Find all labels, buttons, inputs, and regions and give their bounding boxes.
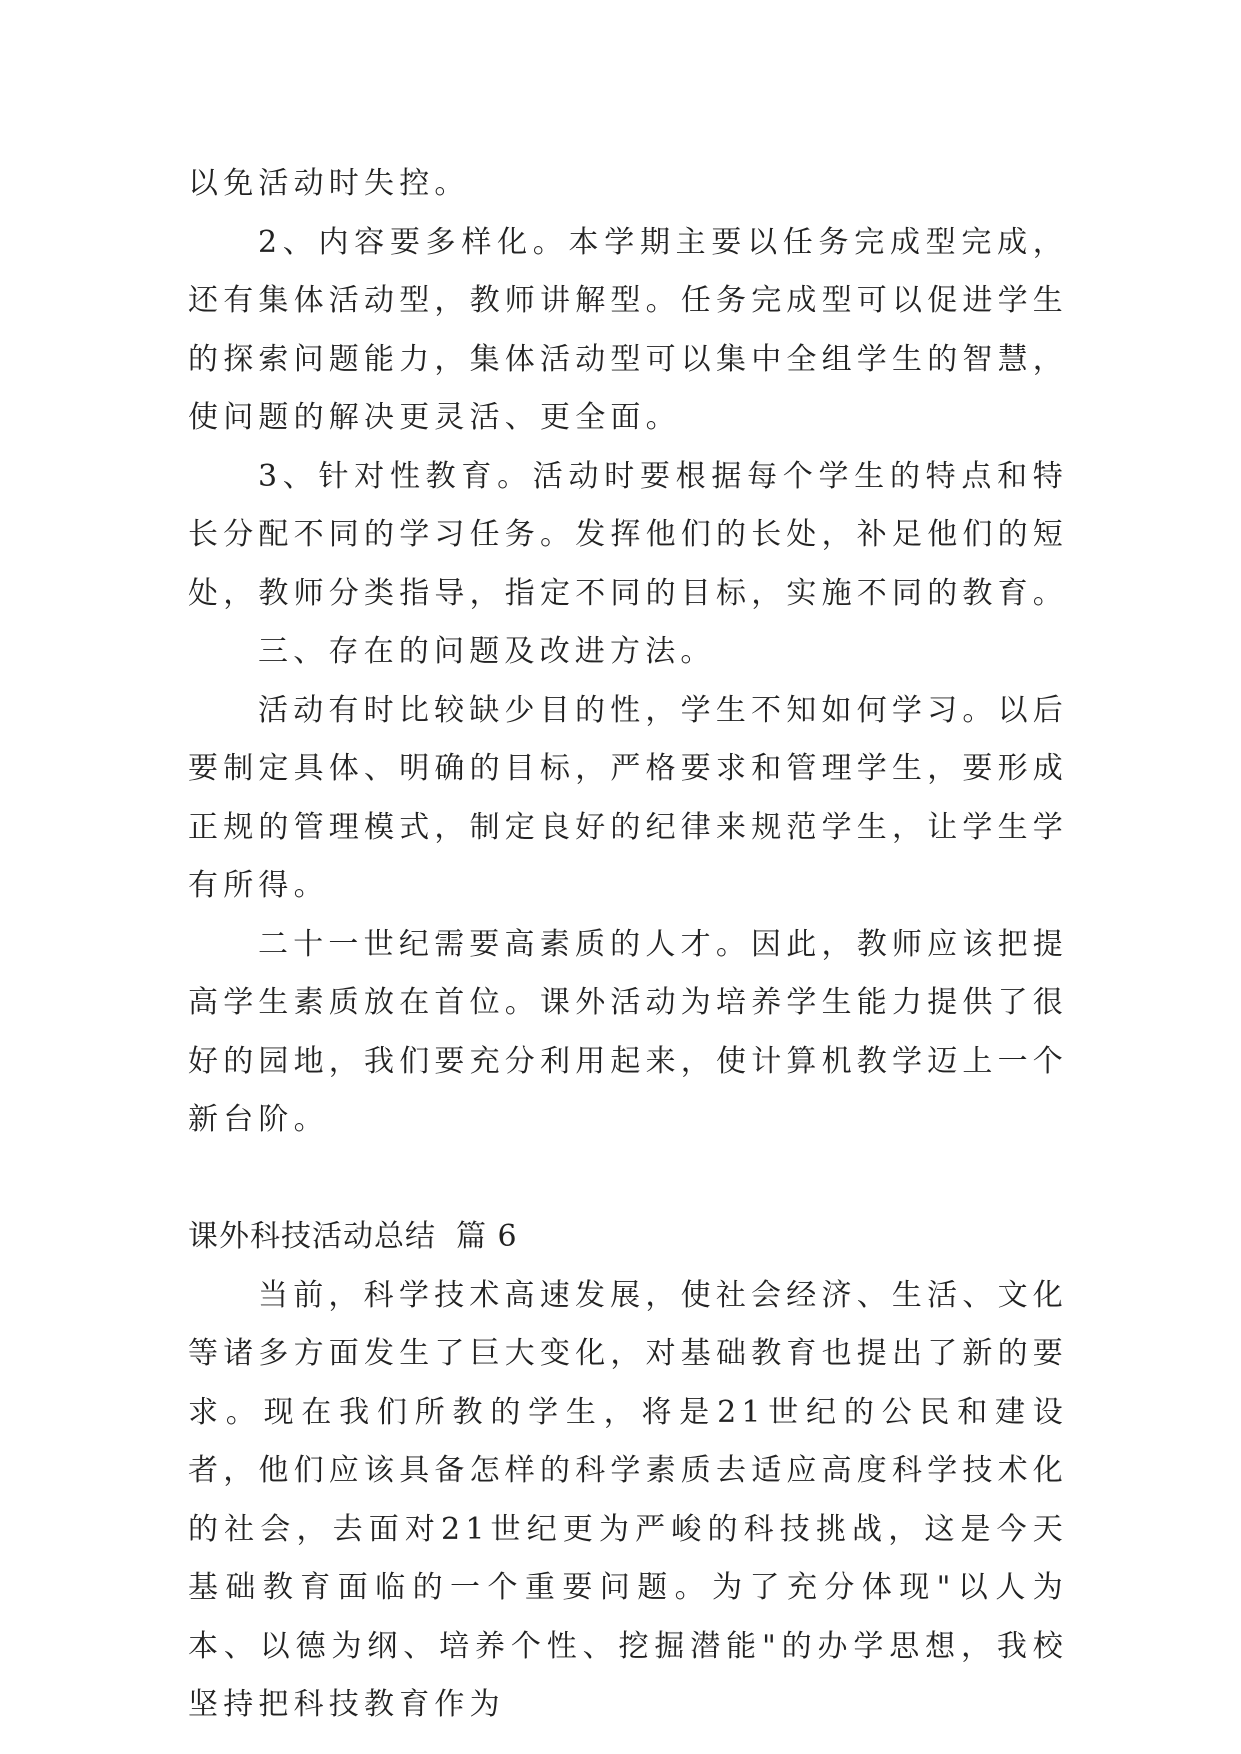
paragraph: 三、存在的问题及改进方法。 <box>258 634 716 669</box>
paragraph: 以免活动时失控。 <box>188 166 470 201</box>
paragraph: 2、内容要多样化。本学期主要以任务完成型完成，还有集体活动型，教师讲解型。任务完成型可以促进学生的探索问题能力，集体活动型可以集中全组学生的智慧，使问题的解决更灵活、更全面。 <box>188 224 1068 435</box>
paragraph: 当前，科学技术高速发展，使社会经济、生活、文化等诸多方面发生了巨大变化，对基础教育也提出了新的要求。现在我们所教的学生，将是21世纪的公民和建设者，他们应该具备怎样的科学素质去适应高度科学技术化的社会，去面对21世纪更为严峻的科技挑战，这是今天基础教育面临的一个重要问题。为了充分体现"以人为本、以德为纲、培养个性、挖掘潜能"的办学思想，我校坚持把科技教育作为 <box>188 1277 1068 1722</box>
paragraph: 活动有时比较缺少目的性，学生不知如何学习。以后要制定具体、明确的目标，严格要求和管理学生，要形成正规的管理模式，制定良好的纪律来规范学生，让学生学有所得。 <box>188 692 1068 903</box>
paragraph: 二十一世纪需要高素质的人才。因此，教师应该把提高学生素质放在首位。课外活动为培养学生能力提供了很好的园地，我们要充分利用起来，使计算机教学迈上一个新台阶。 <box>188 926 1068 1137</box>
section-spacer <box>188 1150 1068 1209</box>
section-heading-number: 篇 6 <box>456 1219 518 1254</box>
section-heading-title: 课外科技活动总结 <box>188 1219 436 1254</box>
document-body <box>188 155 1068 1735</box>
paragraph: 3、针对性教育。活动时要根据每个学生的特点和特长分配不同的学习任务。发挥他们的长处，补足他们的短处，教师分类指导，指定不同的目标，实施不同的教育。 <box>188 458 1068 611</box>
section-heading <box>188 1208 1068 1267</box>
